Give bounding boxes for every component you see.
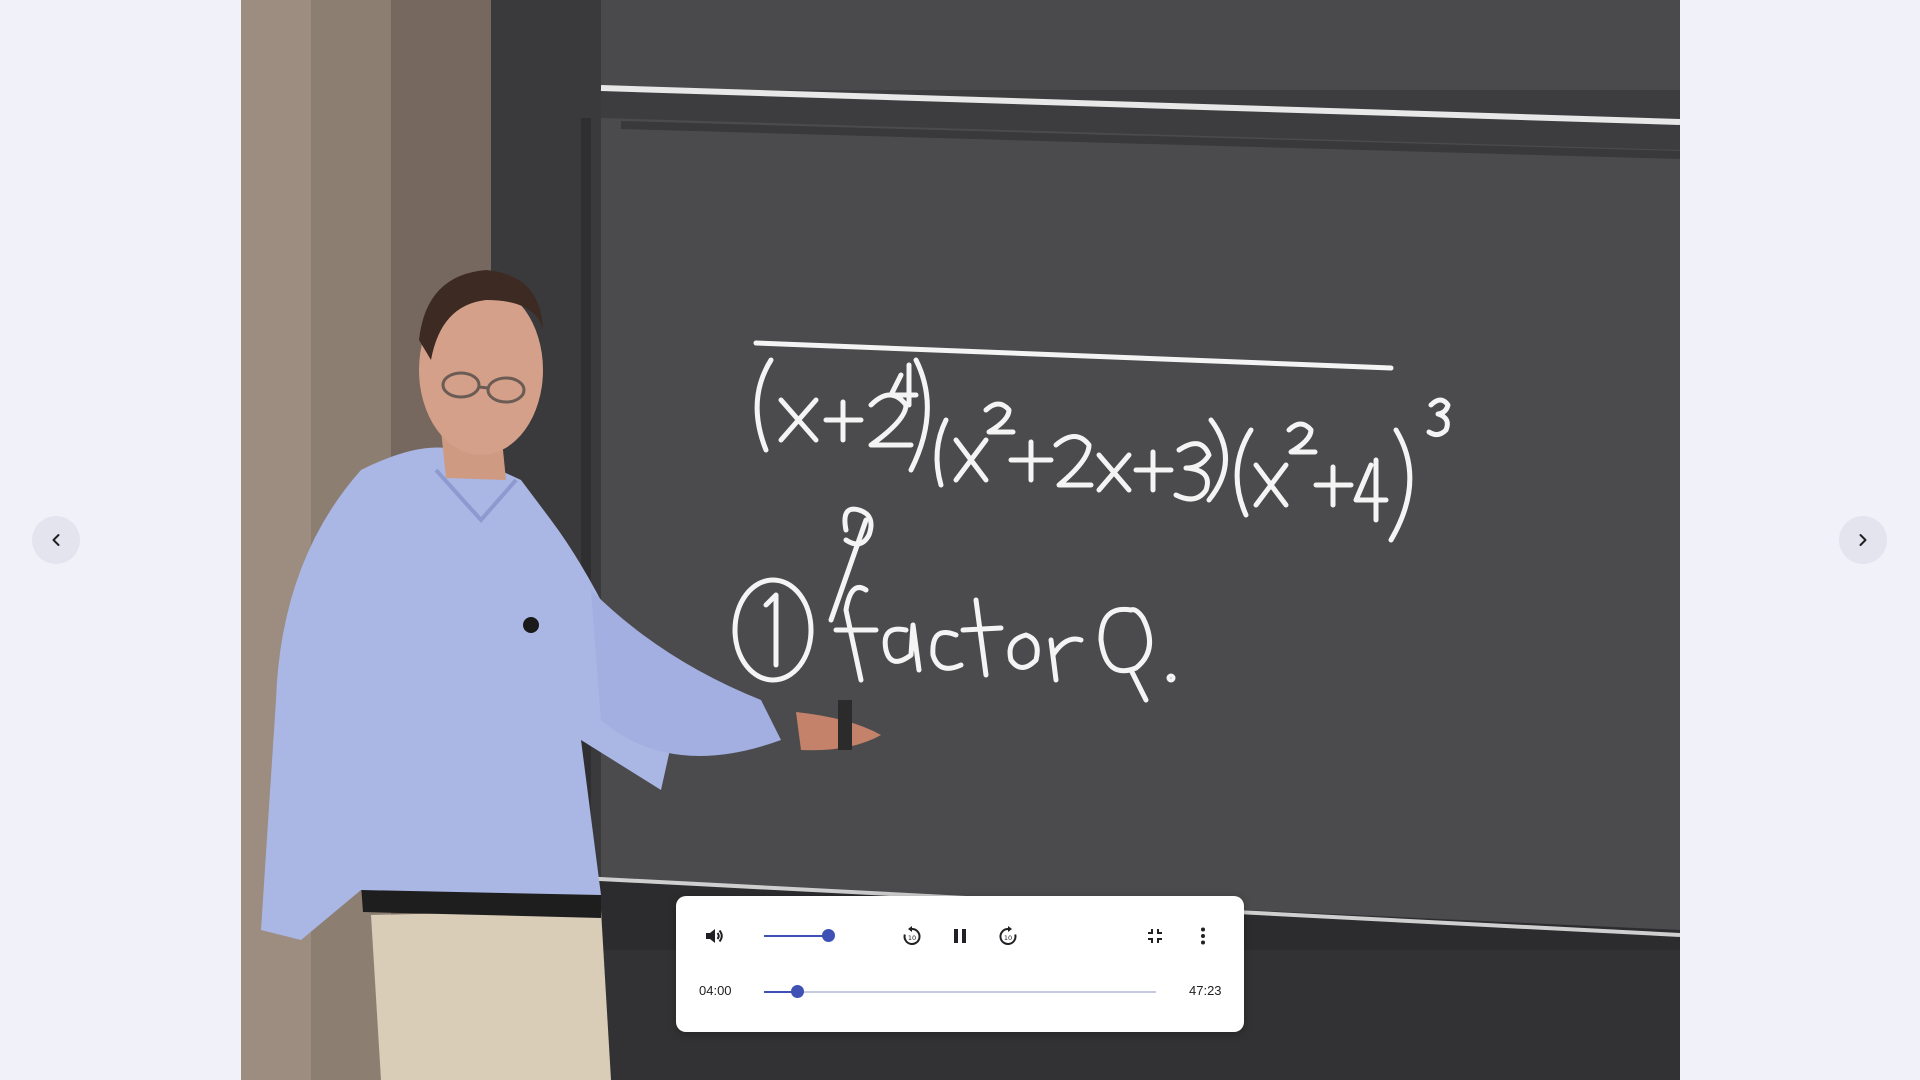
volume-slider-thumb[interactable] [822,929,835,942]
mute-button[interactable] [700,922,728,950]
rewind-button[interactable] [898,922,926,950]
volume-slider-fill [764,935,828,937]
svg-text:10: 10 [907,934,917,942]
forward-button[interactable] [994,922,1022,950]
volume-slider[interactable] [764,935,828,937]
pause-icon [948,924,972,948]
exit-fullscreen-button[interactable] [1141,922,1169,950]
total-duration: 47:23 [1189,983,1222,998]
more-options-button[interactable] [1189,922,1217,950]
chevron-left-icon [46,530,66,550]
forward-10-icon [996,924,1020,948]
previous-button[interactable] [32,516,80,564]
volume-up-icon [702,924,726,948]
next-button[interactable] [1839,516,1887,564]
fullscreen-exit-icon [1143,924,1167,948]
more-vert-icon [1191,924,1215,948]
seek-slider[interactable] [764,991,1156,993]
chevron-right-icon [1853,530,1873,550]
current-time: 04:00 [699,983,732,998]
player-controls [676,896,1244,1032]
svg-text:10: 10 [1003,934,1013,942]
replay-10-icon [900,924,924,948]
pause-button[interactable] [946,922,974,950]
